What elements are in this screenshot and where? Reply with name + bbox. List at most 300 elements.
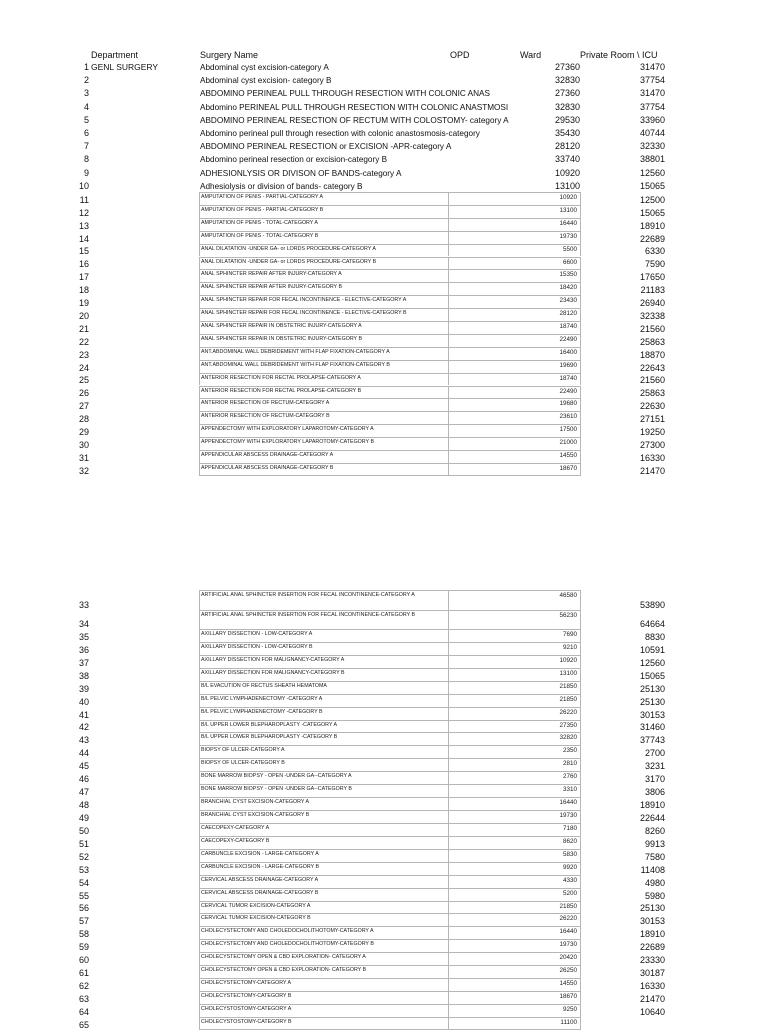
- ward-price: 18670: [559, 464, 577, 472]
- icu-price: 12560: [639, 167, 665, 178]
- surgery-name-cell: [199, 888, 448, 901]
- icu-price: 22643: [639, 362, 665, 373]
- icu-price: 21183: [640, 285, 665, 296]
- ward-price: 13100: [559, 206, 577, 214]
- table-row: [0, 991, 768, 1004]
- surgery-name: ANT.ABDOMINAL WALL DEBRIDEMENT WITH FLAP FIXATION-CATEGORY B: [201, 361, 390, 368]
- row-number: 3: [83, 88, 89, 99]
- surgery-name: CHOLECYSTECTOMY OPEN & CBD EXPLORATION- CATEGORY B: [201, 967, 367, 974]
- surgery-name: CHOLECYSTECTOMY-CATEGORY B: [201, 993, 292, 1000]
- ward-cell: [448, 590, 581, 610]
- table-row: [0, 926, 768, 939]
- row-number: 31: [78, 452, 89, 463]
- icu-price: 6330: [644, 246, 665, 257]
- surgery-name: ANTERIOR RESECTION FOR RECTAL PROLAPSE-CATEGORY B: [201, 387, 362, 394]
- surgery-name-cell: [199, 810, 448, 823]
- row-number: 18: [78, 285, 89, 296]
- table-row: [0, 411, 768, 424]
- surgery-name: AXILLARY DISSECTION - LOW-CATEGORY B: [201, 643, 313, 650]
- row-number: 44: [78, 748, 89, 759]
- row-number: 64: [78, 1006, 89, 1017]
- surgery-name: CHOLECYSTECTOMY-CATEGORY A: [201, 980, 292, 987]
- row-number: 14: [78, 233, 89, 244]
- row-number: 50: [78, 825, 89, 836]
- ward-cell: [448, 952, 581, 965]
- ward-price: 21850: [559, 682, 577, 690]
- surgery-name: CERVICAL TUMOR EXCISION-CATEGORY A: [201, 902, 311, 909]
- row-number: 41: [78, 709, 89, 720]
- ward-price: 11100: [560, 1018, 577, 1026]
- surgery-name: ANAL SPHINCTER REPAIR IN OBSTETRIC INJURY-CATEGORY B: [201, 335, 362, 342]
- surgery-name: BRANCHIAL CYST EXCISION-CATEGORY B: [201, 812, 310, 819]
- icu-price: 21560: [639, 375, 665, 386]
- surgery-name-cell: [199, 347, 448, 360]
- ward-price: 2760: [562, 773, 577, 781]
- surgery-name: Abdominal cyst excision- category B: [200, 76, 332, 86]
- surgery-name-cell: [199, 231, 448, 244]
- surgery-name-cell: [199, 642, 448, 655]
- row-number: 28: [78, 414, 89, 425]
- ward-cell: [448, 836, 581, 849]
- table-row: [0, 810, 768, 823]
- row-number: 4: [83, 101, 89, 112]
- surgery-name: ANAL SPHINCTER REPAIR IN OBSTETRIC INJURY-CATEGORY A: [201, 323, 362, 329]
- ward-cell: [448, 334, 581, 347]
- surgery-name-cell: [199, 321, 448, 334]
- ward-price: 18670: [559, 993, 577, 1001]
- table-row: [0, 192, 768, 205]
- icu-price: 40744: [639, 128, 665, 138]
- surgery-name-cell: [199, 192, 448, 205]
- icu-price: 33960: [639, 114, 665, 125]
- surgery-name: CAECOPEXY-CATEGORY B: [201, 837, 270, 844]
- ward-price: 9250: [562, 1005, 577, 1013]
- icu-price: 17650: [639, 272, 665, 283]
- row-number: 35: [78, 631, 89, 642]
- surgery-name: CERVICAL ABSCESS DRAINAGE-CATEGORY B: [201, 889, 319, 896]
- icu-price: 21470: [639, 993, 665, 1004]
- ward-cell: [448, 758, 581, 771]
- ward-price: 16440: [559, 799, 577, 807]
- ward-price: 26220: [559, 915, 577, 923]
- surgery-name-cell: [199, 590, 448, 610]
- surgery-name: ANTERIOR RESECTION FOR RECTAL PROLAPSE-CATEGORY A: [201, 374, 361, 381]
- ward-price: 19730: [559, 941, 577, 949]
- ward-price: 26220: [559, 708, 577, 716]
- table-row: [0, 269, 768, 282]
- icu-price: 10640: [639, 1006, 665, 1017]
- table-row: [0, 875, 768, 888]
- icu-price: 3170: [644, 774, 665, 785]
- surgery-name-cell: [199, 437, 448, 450]
- table-row: [0, 862, 768, 875]
- table-row: [0, 939, 768, 952]
- icu-price: 22689: [639, 233, 665, 244]
- surgery-name: AMPUTATION OF PENIS - TOTAL-CATEGORY A: [201, 219, 318, 226]
- icu-price: 5980: [644, 890, 665, 901]
- table-row: [0, 745, 768, 758]
- icu-price: 12500: [639, 194, 665, 205]
- row-number: 55: [78, 890, 89, 901]
- icu-price: 9913: [644, 838, 665, 849]
- table-row: [0, 244, 768, 257]
- table-row: [0, 153, 768, 166]
- row-number: 5: [83, 114, 89, 125]
- row-number: 43: [78, 735, 89, 746]
- icu-price: 30153: [639, 709, 665, 720]
- surgery-name-cell: [199, 732, 448, 745]
- ward-cell: [448, 308, 581, 321]
- icu-price: 25863: [639, 388, 665, 399]
- row-number: 24: [78, 362, 89, 373]
- icu-price: 31470: [639, 88, 665, 99]
- ward-price: 22490: [559, 387, 577, 395]
- surgery-name: AMPUTATION OF PENIS - PARTIAL-CATEGORY B: [201, 206, 324, 213]
- surgery-name-cell: [199, 360, 448, 373]
- row-number: 27: [78, 401, 89, 412]
- row-number: 65: [78, 1019, 89, 1030]
- ward-price: 5830: [562, 850, 577, 858]
- ward-cell: [448, 295, 581, 308]
- table-row: [0, 888, 768, 901]
- surgery-name: ANAL SPHINCTER REPAIR FOR FECAL INCONTINENCE - ELECTIVE-CATEGORY A: [201, 297, 407, 304]
- surgery-name: CERVICAL TUMOR EXCISION-CATEGORY B: [201, 915, 311, 922]
- surgery-name: B/L EVACUTION OF RECTUS SHEATH HEMATOMA: [201, 682, 327, 689]
- surgery-name-cell: [199, 450, 448, 463]
- row-number: 34: [78, 619, 89, 629]
- surgery-name-cell: [199, 707, 448, 720]
- ward-cell: [448, 913, 581, 926]
- icu-price: 3231: [644, 761, 665, 772]
- ward-cell: [448, 360, 581, 373]
- icu-price: 22644: [639, 812, 665, 823]
- table-row: [0, 720, 768, 733]
- surgery-name: ADHESIONLYSIS OR DIVISON OF BANDS-category A: [200, 168, 402, 178]
- ward-cell: [448, 231, 581, 244]
- ward-cell: [448, 978, 581, 991]
- row-number: 37: [78, 657, 89, 668]
- surgery-name: B/L PELVIC LYMPHADENECTOMY -CATEGORY B: [201, 708, 323, 715]
- surgery-name: AMPUTATION OF PENIS - PARTIAL-CATEGORY A: [201, 194, 324, 200]
- icu-price: 7590: [644, 259, 665, 270]
- surgery-name-cell: [199, 849, 448, 862]
- surgery-name: AXILLARY DISSECTION FOR MALIGNANCY-CATEGORY B: [201, 669, 345, 676]
- icu-price: 25130: [639, 903, 665, 914]
- surgery-name-cell: [199, 308, 448, 321]
- icu-price: 30153: [639, 916, 665, 927]
- ward-cell: [448, 192, 581, 205]
- row-number: 25: [78, 375, 89, 386]
- ward-cell: [448, 745, 581, 758]
- ward-cell: [448, 642, 581, 655]
- table-row: [0, 347, 768, 360]
- ward-cell: [448, 463, 581, 476]
- ward-price: 8620: [562, 837, 577, 845]
- surgery-name: ANTERIOR RESECTION OF RECTUM-CATEGORY B: [201, 413, 330, 420]
- ward-price: 16440: [559, 928, 577, 936]
- icu-price: 18910: [639, 800, 665, 810]
- ward-price: 22490: [559, 335, 577, 343]
- surgery-name-cell: [199, 629, 448, 642]
- ward-price: 13100: [554, 180, 580, 191]
- ward-price: 26250: [559, 967, 577, 975]
- surgery-name: CHOLECYSTECTOMY AND CHOLEDOCHOLITHOTOMY-CATEGORY A: [201, 928, 374, 935]
- surgery-name-cell: [199, 463, 448, 476]
- surgery-name-cell: [199, 694, 448, 707]
- table-row: [0, 732, 768, 745]
- ward-price: 3310: [562, 786, 577, 794]
- row-number: 40: [78, 696, 89, 707]
- row-number: 39: [78, 683, 89, 694]
- ward-cell: [448, 373, 581, 386]
- surgery-name-cell: [199, 269, 448, 282]
- ward-cell: [448, 411, 581, 424]
- row-number: 51: [78, 838, 89, 849]
- header-surgery-name: Surgery Name: [200, 50, 259, 60]
- table-row: [0, 952, 768, 965]
- surgery-name: CERVICAL ABSCESS DRAINAGE-CATEGORY A: [201, 876, 319, 883]
- table-row: [0, 642, 768, 655]
- table-row: [0, 849, 768, 862]
- ward-cell: [448, 965, 581, 978]
- icu-price: 27151: [639, 414, 665, 425]
- ward-price: 32820: [559, 734, 577, 742]
- ward-cell: [448, 282, 581, 295]
- surgery-name-cell: [199, 797, 448, 810]
- ward-cell: [448, 1017, 581, 1030]
- table-row: [0, 398, 768, 411]
- ward-price: 10920: [559, 656, 577, 664]
- ward-cell: [448, 655, 581, 668]
- ward-price: 16400: [559, 348, 577, 356]
- ward-cell: [448, 437, 581, 450]
- surgery-name: APPENDECTOMY WITH EXPLORATORY LAPAROTOMY-CATEGORY A: [201, 426, 374, 433]
- table-row: [0, 1017, 768, 1030]
- ward-cell: [448, 347, 581, 360]
- ward-cell: [448, 720, 581, 733]
- ward-price: 16440: [559, 219, 577, 227]
- row-number: 61: [78, 968, 89, 979]
- icu-price: 30187: [639, 968, 665, 979]
- surgery-name: AMPUTATION OF PENIS - TOTAL-CATEGORY B: [201, 232, 319, 239]
- ward-cell: [448, 218, 581, 231]
- surgery-name-cell: [199, 681, 448, 694]
- ward-cell: [448, 888, 581, 901]
- row-number: 26: [78, 388, 89, 399]
- row-number: 46: [78, 774, 89, 785]
- ward-price: 29530: [554, 114, 580, 125]
- surgery-name-cell: [199, 334, 448, 347]
- ward-price: 21850: [559, 902, 577, 910]
- surgery-name: ANAL SPHINCTER REPAIR AFTER INJURY-CATEGORY A: [201, 271, 342, 278]
- icu-price: 15065: [639, 180, 665, 191]
- ward-price: 17500: [559, 426, 577, 434]
- surgery-name: B/L PELVIC LYMPHADENECTOMY -CATEGORY A: [201, 695, 323, 702]
- table-row: [0, 231, 768, 244]
- table-row: [0, 978, 768, 991]
- ward-cell: [448, 939, 581, 952]
- surgery-name-cell: [199, 1017, 448, 1030]
- row-number: 48: [78, 800, 89, 810]
- icu-price: 11408: [640, 864, 665, 875]
- surgery-name: AXILLARY DISSECTION FOR MALIGNANCY-CATEGORY A: [201, 656, 345, 663]
- icu-price: 7580: [644, 851, 665, 862]
- surgery-name-cell: [199, 771, 448, 784]
- row-number: 54: [78, 877, 89, 888]
- surgery-name-cell: [199, 978, 448, 991]
- ward-cell: [448, 386, 581, 399]
- table-row: [0, 694, 768, 707]
- surgery-name: ANAL DILATATION -UNDER GA- or LORDS PROCEDURE-CATEGORY B: [201, 258, 377, 265]
- table-row: [0, 771, 768, 784]
- surgery-name: APPENDICULAR ABSCESS DRAINAGE-CATEGORY B: [201, 464, 334, 471]
- surgery-name: BRANCHIAL CYST EXCISION-CATEGORY A: [201, 799, 310, 806]
- ward-price: 9920: [562, 863, 577, 871]
- icu-price: 4980: [644, 877, 665, 888]
- surgery-name-cell: [199, 913, 448, 926]
- surgery-name: APPENDICULAR ABSCESS DRAINAGE-CATEGORY A: [201, 452, 334, 458]
- icu-price: 16330: [639, 452, 665, 463]
- surgery-name: B/L UPPER LOWER BLEPHAROPLASTY -CATEGORY A: [201, 721, 337, 728]
- surgery-name-cell: [199, 939, 448, 952]
- icu-price: 25130: [639, 683, 665, 694]
- surgery-name: AXILLARY DISSECTION - LOW-CATEGORY A: [201, 631, 313, 637]
- surgery-name: APPENDECTOMY WITH EXPLORATORY LAPAROTOMY-CATEGORY B: [201, 439, 374, 446]
- icu-price: 8830: [644, 631, 665, 642]
- surgery-name: CHOLECYSTECTOMY AND CHOLEDOCHOLITHOTOMY-CATEGORY B: [201, 941, 374, 948]
- ward-price: 19730: [559, 232, 577, 240]
- surgery-name-cell: [199, 836, 448, 849]
- icu-price: 3806: [644, 787, 665, 798]
- ward-price: 13100: [559, 669, 577, 677]
- surgery-name-cell: [199, 424, 448, 437]
- icu-price: 18910: [639, 929, 665, 940]
- icu-price: 10591: [639, 644, 665, 655]
- row-number: 7: [83, 141, 89, 152]
- ward-price: 14550: [559, 980, 577, 988]
- ward-cell: [448, 269, 581, 282]
- surgery-name: ABDOMINO PERINEAL PULL THROUGH RESECTION WITH COLONIC ANAS: [200, 89, 490, 99]
- icu-price: 21470: [639, 465, 665, 476]
- table-row: [0, 590, 768, 610]
- row-number: 38: [78, 670, 89, 681]
- surgery-name-cell: [199, 1004, 448, 1017]
- surgery-name: CAECOPEXY-CATEGORY A: [201, 824, 270, 831]
- icu-price: 31470: [639, 62, 665, 72]
- table-row: [0, 463, 768, 476]
- row-number: 45: [78, 761, 89, 772]
- icu-price: 38801: [639, 154, 665, 165]
- row-number: 42: [78, 722, 89, 733]
- ward-price: 27360: [554, 62, 580, 72]
- table-row: [0, 87, 768, 100]
- surgery-name-cell: [199, 205, 448, 218]
- ward-price: 6600: [562, 258, 577, 266]
- surgery-name-cell: [199, 784, 448, 797]
- surgery-name-cell: [199, 875, 448, 888]
- icu-price: 21560: [639, 323, 665, 334]
- row-number: 12: [78, 207, 89, 218]
- row-number: 8: [83, 154, 89, 165]
- row-number: 33: [78, 599, 89, 610]
- ward-price: 46580: [559, 592, 577, 599]
- ward-cell: [448, 424, 581, 437]
- header-ward: Ward: [520, 50, 542, 60]
- table-row: [0, 668, 768, 681]
- surgery-name-cell: [199, 386, 448, 399]
- table-row: [0, 758, 768, 771]
- row-number: 52: [78, 851, 89, 862]
- header-department: Department: [91, 50, 139, 60]
- ward-price: 18740: [559, 323, 577, 330]
- ward-cell: [448, 450, 581, 463]
- ward-cell: [448, 668, 581, 681]
- icu-price: 15065: [639, 670, 665, 681]
- surgery-name-cell: [199, 901, 448, 914]
- ward-cell: [448, 244, 581, 257]
- row-number: 23: [78, 349, 89, 360]
- icu-price: 18870: [639, 349, 665, 360]
- icu-price: 8260: [644, 825, 665, 836]
- surgery-name: Abdominal cyst excision-category A: [200, 63, 329, 72]
- row-number: 60: [78, 955, 89, 966]
- row-number: 30: [78, 439, 89, 450]
- row-number: 58: [78, 929, 89, 940]
- surgery-name: ANAL SPHINCTER REPAIR FOR FECAL INCONTINENCE - ELECTIVE-CATEGORY B: [201, 310, 407, 317]
- table-row: [0, 321, 768, 334]
- ward-price: 32830: [554, 75, 580, 86]
- row-number: 20: [78, 310, 89, 321]
- surgery-name-cell: [199, 218, 448, 231]
- table-row: [0, 167, 768, 180]
- icu-price: 2700: [644, 748, 665, 759]
- ward-price: 19730: [559, 812, 577, 820]
- row-number: 32: [78, 465, 89, 476]
- ward-price: 10920: [554, 167, 580, 178]
- ward-cell: [448, 862, 581, 875]
- row-number: 36: [78, 644, 89, 655]
- table-row: [0, 965, 768, 978]
- header-private-room-icu: Private Room \ ICU: [580, 50, 658, 60]
- table-row: [0, 257, 768, 270]
- row-number: 13: [78, 220, 89, 231]
- row-number: 63: [78, 993, 89, 1004]
- table-row: [0, 1004, 768, 1017]
- surgery-name-cell: [199, 257, 448, 270]
- surgery-name: ANAL DILATATION -UNDER GA- or LORDS PROCEDURE-CATEGORY A: [201, 245, 376, 252]
- ward-price: 19680: [559, 400, 577, 408]
- ward-cell: [448, 810, 581, 823]
- surgery-name: BIOPSY OF ULCER-CATEGORY B: [201, 760, 285, 767]
- icu-price: 26940: [639, 298, 665, 309]
- table-row: [0, 101, 768, 114]
- ward-cell: [448, 205, 581, 218]
- surgery-name: CHOLECYSTOSTOMY-CATEGORY A: [201, 1005, 292, 1012]
- table-row: [0, 913, 768, 926]
- icu-price: 18910: [639, 220, 665, 231]
- ward-price: 33740: [554, 154, 580, 165]
- icu-price: 15065: [639, 207, 665, 218]
- surgery-name-cell: [199, 745, 448, 758]
- ward-cell: [448, 771, 581, 784]
- row-number: 10: [78, 180, 89, 191]
- row-number: 1: [83, 62, 89, 72]
- ward-price: 14550: [559, 452, 577, 459]
- surgery-name-cell: [199, 610, 448, 630]
- surgery-name: BIOPSY OF ULCER-CATEGORY A: [201, 747, 285, 754]
- ward-price: 2350: [562, 747, 577, 755]
- surgery-name: CHOLECYSTOSTOMY-CATEGORY B: [201, 1018, 292, 1025]
